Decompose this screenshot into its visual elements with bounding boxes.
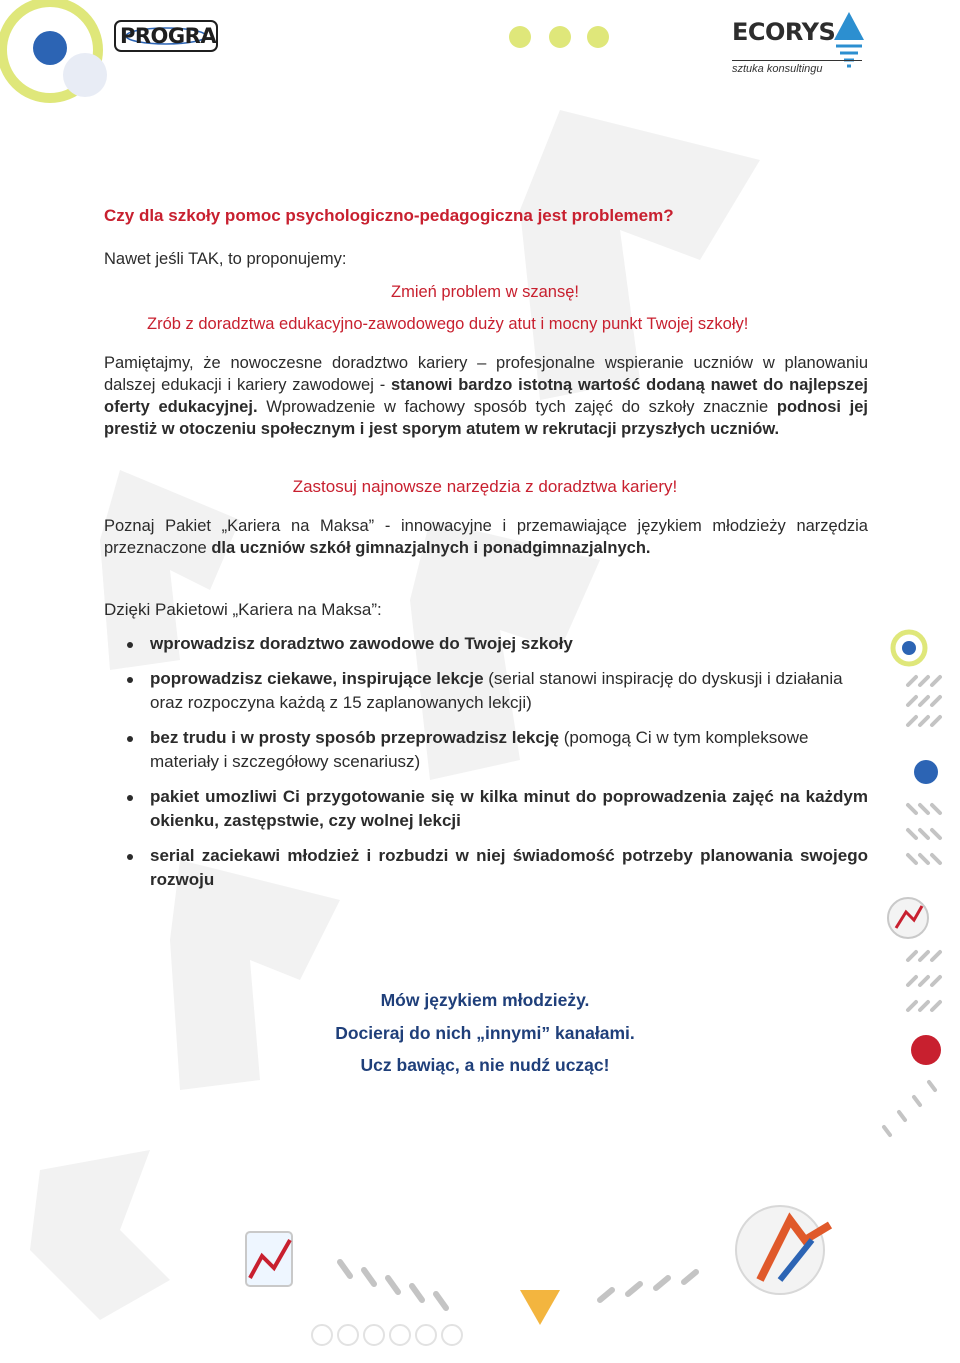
closing-slogans [230, 984, 740, 1082]
red-slogan-3: Zastosuj najnowsze narzędzia z doradztwa kariery! [292, 477, 678, 496]
ecorys-divider [732, 60, 862, 61]
list-item: serial zaciekawi młodzież i rozbudzi w niej świadomość potrzeby planowania swojego rozwoju [104, 844, 868, 892]
progra-logo-text: PROGRA [120, 24, 217, 48]
paragraph-2-part-b: dla uczniów szkół gimnazjalnych i ponadgimnazjalnych. [211, 539, 651, 557]
ecorys-logo [728, 10, 868, 80]
list-item: pakiet umozliwi Ci przygotowanie się w kilka minut do poprowadzenia zajęć na każdym okienku, zastępstwie, czy wolnej lekcji [104, 785, 868, 833]
closing-slogan-3: Ucz bawiąc, a nie nudź ucząc! [360, 1055, 610, 1075]
paragraph-2 [104, 515, 868, 559]
ecorys-triangle-icon [832, 10, 866, 70]
ecorys-logo-text: ECORYS [732, 18, 836, 46]
paragraph-1-part-a: Pamiętajmy, że nowoczesne doradztwo kariery – profesjonalne wspieranie uczniów w planowaniu dalszej edukacji i kariery zawodowej - [104, 354, 868, 394]
closing-slogan-1: Mów językiem młodzieży. [380, 990, 590, 1010]
list-item: wprowadzisz doradztwo zawodowe do Twojej szkoły [104, 632, 868, 656]
red-slogan-2: Zrób z doradztwa edukacyjno-zawodowego duży atut i mocny punkt Twojej szkoły! [147, 315, 749, 333]
main-heading: Czy dla szkoły pomoc psychologiczno-pedagogiczna jest problemem? [104, 206, 674, 225]
paragraph-1-part-b: stanowi bardzo istotną wartość dodaną nawet do najlepszej oferty edukacyjnej. [104, 376, 868, 416]
paragraph-1-part-c: Wprowadzenie w fachowy sposób tych zajęć do szkoły znacznie [257, 398, 777, 416]
list-intro: Dzięki Pakietowi „Kariera na Maksa”: [104, 600, 382, 619]
paragraph-1-part-d: podnosi jej prestiż w otoczeniu społecznym i jest sporym atutem w rekrutacji przyszłych uczniów. [104, 398, 869, 438]
closing-slogan-2: Docieraj do nich „innymi” kanałami. [335, 1022, 635, 1043]
benefits-list [104, 632, 868, 903]
ecorys-tagline: sztuka konsultingu [732, 63, 823, 75]
intro-text: Nawet jeśli TAK, to proponujemy: [104, 250, 347, 268]
list-item: poprowadzisz ciekawe, inspirujące lekcje (serial stanowi inspirację do dyskusji i działania oraz rozpoczyna każdą z 15 zaplanowanych lekcji) [104, 667, 868, 715]
paragraph-2-part-a: Poznaj Pakiet „Kariera na Maksa” - innowacyjne i przemawiające językiem młodzieży narzędzia przeznaczone [104, 517, 868, 557]
list-item: bez trudu i w prosty sposób przeprowadzisz lekcję (pomogą Ci w tym kompleksowe materiały i szczegółowy scenariusz) [104, 726, 868, 774]
progra-logo [114, 18, 218, 54]
paragraph-1 [104, 352, 868, 440]
red-slogan-1: Zmień problem w szansę! [391, 283, 579, 301]
